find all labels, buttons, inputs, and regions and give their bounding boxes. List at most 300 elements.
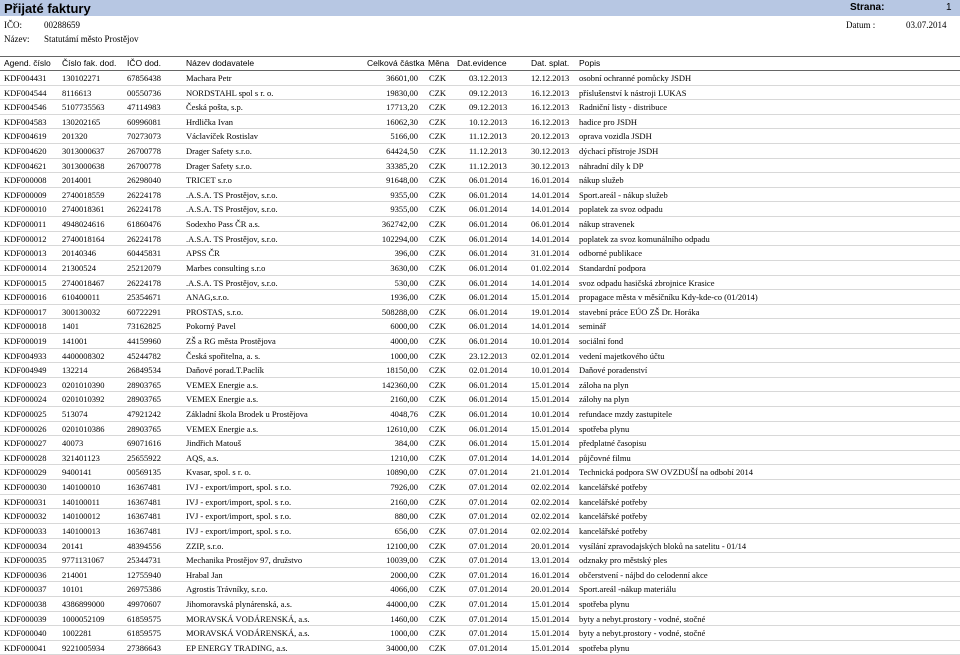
supplier-name: ZZIP, s.r.o. [186,540,224,551]
supplier-ico: 27386643 [127,642,161,653]
description: Standardní podpora [579,262,646,273]
nazev-value: Statutámí město Prostějov [44,34,139,44]
supplier-ico: 61860476 [127,219,161,230]
currency: CZK [429,365,446,376]
date-due: 02.02.2014 [531,482,570,493]
supplier-name: Hrabal Jan [186,569,223,580]
total-amount: 3630,00 [390,262,418,273]
supplier-ico: 28903765 [127,394,161,405]
date-recorded: 07.01.2014 [469,569,508,580]
agenda-number: KDF004933 [4,350,47,361]
description: předplatné časopisu [579,438,647,449]
invoice-number: 0201010392 [62,394,105,405]
table-row [0,305,960,320]
description: občerstvení - nájbd do celodenní akce [579,569,708,580]
invoice-number: 201320 [62,131,88,142]
date-recorded: 09.12.2013 [469,87,508,98]
invoice-number: 5107735563 [62,102,105,113]
invoice-number: 0201010390 [62,379,105,390]
table-row [0,539,960,554]
table-row [0,129,960,144]
date-recorded: 10.12.2013 [469,116,508,127]
currency: CZK [429,540,446,551]
table-row [0,378,960,393]
total-amount: 384,00 [394,438,418,449]
supplier-ico: 47921242 [127,409,161,420]
column-header: Číslo fak. dod. [62,58,117,68]
date-due: 14.01.2014 [531,189,570,200]
supplier-name: APSS ČR [186,248,220,259]
description: vysílání zpravodajských bloků na satelitu - 01/14 [579,540,747,551]
agenda-number: KDF000026 [4,423,47,434]
currency: CZK [429,452,446,463]
currency: CZK [429,262,446,273]
supplier-name: Drager Safety s.r.o. [186,160,252,171]
agenda-number: KDF000008 [4,175,47,186]
currency: CZK [429,233,446,244]
table-row [0,597,960,612]
title-bar [0,0,960,16]
date-due: 15.01.2014 [531,394,570,405]
total-amount: 9355,00 [390,189,418,200]
currency: CZK [429,321,446,332]
currency: CZK [429,598,446,609]
total-amount: 33385,20 [386,160,418,171]
invoice-number: 2740018361 [62,204,105,215]
agenda-number: KDF004583 [4,116,47,127]
date-due: 02.02.2014 [531,511,570,522]
agenda-number: KDF000016 [4,292,47,303]
description: půjčovné filmu [579,452,631,463]
column-header: Dat.evidence [457,58,507,68]
description: kancelářské potřeby [579,525,648,536]
supplier-name: TRICET s.r.o [186,175,232,186]
date-due: 16.12.2013 [531,102,570,113]
agenda-number: KDF000038 [4,598,47,609]
invoice-number: 141001 [62,335,88,346]
total-amount: 64424,50 [386,146,418,157]
date-recorded: 06.01.2014 [469,335,508,346]
date-due: 16.12.2013 [531,87,570,98]
currency: CZK [429,642,446,653]
invoice-number: 40073 [62,438,84,449]
table-row [0,407,960,422]
currency: CZK [429,189,446,200]
date-due: 30.12.2013 [531,146,570,157]
date-recorded: 06.01.2014 [469,423,508,434]
table-row [0,188,960,203]
description: sociální fond [579,335,624,346]
invoice-number: 9400141 [62,467,92,478]
page-label: Strana: [850,2,885,13]
currency: CZK [429,335,446,346]
date-due: 15.01.2014 [531,613,570,624]
supplier-ico: 25344731 [127,555,161,566]
date-recorded: 09.12.2013 [469,102,508,113]
total-amount: 19830,00 [386,87,418,98]
date-recorded: 07.01.2014 [469,584,508,595]
total-amount: 1000,00 [390,350,418,361]
date-recorded: 07.01.2014 [469,598,508,609]
total-amount: 2160,00 [390,496,418,507]
total-amount: 5166,00 [390,131,418,142]
supplier-ico: 60722291 [127,306,161,317]
description: zálohy na plyn [579,394,630,405]
table-row [0,173,960,188]
invoice-number: 130202165 [62,116,101,127]
description: poplatek za svoz odpadu [579,204,663,215]
currency: CZK [429,438,446,449]
table-row [0,144,960,159]
currency: CZK [429,584,446,595]
agenda-number: KDF000024 [4,394,47,405]
page-number: 1 [946,2,952,13]
date-due: 02.02.2014 [531,496,570,507]
currency: CZK [429,511,446,522]
table-row [0,217,960,232]
description: seminář [579,321,606,332]
currency: CZK [429,467,446,478]
currency: CZK [429,248,446,259]
date-due: 19.01.2014 [531,306,570,317]
agenda-number: KDF000018 [4,321,47,332]
supplier-name: Základní škola Brodek u Prostějova [186,409,308,420]
supplier-ico: 00550736 [127,87,161,98]
table-row [0,246,960,261]
total-amount: 36601,00 [386,73,418,83]
date-recorded: 06.01.2014 [469,409,508,420]
supplier-ico: 49970607 [127,598,161,609]
invoice-number: 3013000638 [62,160,105,171]
currency: CZK [429,175,446,186]
date-recorded: 07.01.2014 [469,613,508,624]
date-recorded: 06.01.2014 [469,219,508,230]
date-due: 13.01.2014 [531,555,570,566]
currency: CZK [429,116,446,127]
date-recorded: 06.01.2014 [469,248,508,259]
currency: CZK [429,613,446,624]
supplier-name: IVJ - export/import, spol. s r.o. [186,496,292,507]
supplier-ico: 45244782 [127,350,161,361]
invoice-number: 2014001 [62,175,92,186]
agenda-number: KDF000013 [4,248,47,259]
invoice-number: 140100013 [62,525,101,536]
table-row [0,334,960,349]
invoice-number: 513074 [62,409,88,420]
agenda-number: KDF004431 [4,73,47,83]
date-due: 21.01.2014 [531,467,570,478]
table-row [0,495,960,510]
description: spotřeba plynu [579,598,630,609]
invoice-number: 2740018164 [62,233,105,244]
date-recorded: 06.01.2014 [469,292,508,303]
currency: CZK [429,350,446,361]
agenda-number: KDF004621 [4,160,47,171]
table-row [0,612,960,627]
supplier-name: IVJ - export/import, spol. s r.o. [186,482,292,493]
date-recorded: 11.12.2013 [469,160,507,171]
agenda-number: KDF000023 [4,379,47,390]
date-due: 15.01.2014 [531,423,570,434]
table-row [0,115,960,130]
table-row [0,524,960,539]
table-row [0,349,960,364]
supplier-ico: 47114983 [127,102,161,113]
invoice-number: 130102271 [62,73,101,83]
agenda-number: KDF000041 [4,642,47,653]
currency: CZK [429,525,446,536]
total-amount: 142360,00 [381,379,418,390]
supplier-ico: 48394556 [127,540,161,551]
agenda-number: KDF000019 [4,335,47,346]
date-recorded: 06.01.2014 [469,438,508,449]
invoice-number: 1002281 [62,628,92,639]
agenda-number: KDF000012 [4,233,47,244]
description: Technická podpora SW OVZDUŠÍ na odbobí 2014 [579,467,753,478]
agenda-number: KDF004619 [4,131,47,142]
total-amount: 2000,00 [390,569,418,580]
supplier-name: PROSTAS, s.r.o. [186,306,244,317]
total-amount: 1460,00 [390,613,418,624]
agenda-number: KDF000010 [4,204,47,215]
invoice-number: 4400008302 [62,350,105,361]
supplier-name: NORDSTAHL spol s r. o. [186,87,274,98]
date-recorded: 03.12.2013 [469,73,508,83]
currency: CZK [429,146,446,157]
total-amount: 12100,00 [386,540,418,551]
invoice-number: 610400011 [62,292,100,303]
invoice-number: 3013000637 [62,146,105,157]
column-header-row [0,56,960,71]
supplier-name: Jindřich Matouš [186,438,242,449]
agenda-number: KDF000032 [4,511,47,522]
table-row [0,480,960,495]
supplier-name: Kvasar, spol. s r. o. [186,467,251,478]
invoice-number: 1000052109 [62,613,105,624]
date-due: 20.01.2014 [531,584,570,595]
date-due: 14.01.2014 [531,321,570,332]
invoice-number: 4386899000 [62,598,105,609]
agenda-number: KDF000033 [4,525,47,536]
description: propagace města v měsíčníku Kdy-kde-co (01/2014) [579,292,758,303]
agenda-number: KDF000011 [4,219,47,230]
supplier-name: Pokorný Pavel [186,321,236,332]
invoice-number: 8116613 [62,87,92,98]
supplier-ico: 16367481 [127,482,161,493]
supplier-ico: 12755940 [127,569,161,580]
date-recorded: 07.01.2014 [469,496,508,507]
total-amount: 91648,00 [386,175,418,186]
date-due: 02.01.2014 [531,350,570,361]
total-amount: 1936,00 [390,292,418,303]
total-amount: 12610,00 [386,423,418,434]
currency: CZK [429,131,446,142]
currency: CZK [429,87,446,98]
table-row [0,422,960,437]
table-row [0,71,960,86]
datum-value: 03.07.2014 [906,20,947,30]
description: nákup služeb [579,175,624,186]
supplier-name: VEMEX Energie a.s. [186,423,259,434]
date-due: 20.01.2014 [531,540,570,551]
description: byty a nebyt.prostory - vodné, stočné [579,613,706,624]
description: oprava vozidla JSDH [579,131,652,142]
description: spotřeba plynu [579,642,630,653]
currency: CZK [429,219,446,230]
column-header: Agend. číslo [4,58,51,68]
date-recorded: 07.01.2014 [469,555,508,566]
column-header: IČO dod. [127,58,162,68]
invoice-number: 140100011 [62,496,100,507]
total-amount: 880,00 [394,511,418,522]
agenda-number: KDF000040 [4,628,47,639]
date-due: 01.02.2014 [531,262,570,273]
description: stavební práce EÚO ZŠ Dr. Horáka [579,306,700,317]
invoice-number: 132214 [62,365,88,376]
supplier-ico: 67856438 [127,73,161,83]
supplier-name: .A.S.A. TS Prostějov, s.r.o. [186,277,278,288]
invoice-number: 321401123 [62,452,100,463]
supplier-ico: 26224178 [127,277,161,288]
supplier-name: Machara Petr [186,73,232,83]
date-recorded: 07.01.2014 [469,511,508,522]
date-due: 02.02.2014 [531,525,570,536]
description: byty a nebyt.prostory - vodné, stočné [579,628,706,639]
supplier-name: IVJ - export/import, spol. s r.o. [186,525,292,536]
date-recorded: 06.01.2014 [469,175,508,186]
supplier-name: Václavíček Rostislav [186,131,258,142]
description: hadice pro JSDH [579,116,638,127]
total-amount: 17713,20 [386,102,418,113]
date-due: 16.01.2014 [531,569,570,580]
supplier-name: Sodexho Pass ČR a.s. [186,219,260,230]
date-due: 14.01.2014 [531,277,570,288]
date-recorded: 07.01.2014 [469,452,508,463]
supplier-ico: 25212079 [127,262,161,273]
agenda-number: KDF000009 [4,189,47,200]
date-recorded: 07.01.2014 [469,525,508,536]
invoice-number: 2740018467 [62,277,105,288]
table-row [0,641,960,655]
currency: CZK [429,496,446,507]
column-header: Celková částka [367,58,425,68]
date-recorded: 11.12.2013 [469,146,507,157]
supplier-ico: 26975386 [127,584,161,595]
total-amount: 2160,00 [390,394,418,405]
total-amount: 530,00 [394,277,418,288]
currency: CZK [429,394,446,405]
agenda-number: KDF004949 [4,365,47,376]
supplier-name: Daňové porad.T.Paclík [186,365,264,376]
description: záloha na plyn [579,379,629,390]
table-row [0,568,960,583]
date-due: 15.01.2014 [531,628,570,639]
supplier-name: Jihomoravská plynárenská, a.s. [186,598,292,609]
column-header: Popis [579,58,601,68]
date-due: 15.01.2014 [531,379,570,390]
supplier-name: .A.S.A. TS Prostějov, s.r.o. [186,189,278,200]
agenda-number: KDF000015 [4,277,47,288]
currency: CZK [429,409,446,420]
date-recorded: 06.01.2014 [469,204,508,215]
invoice-number: 300130032 [62,306,101,317]
description: refundace mzdy zastupitele [579,409,672,420]
invoice-number: 1401 [62,321,79,332]
agenda-number: KDF004620 [4,146,47,157]
description: Daňové poradenství [579,365,648,376]
supplier-name: MORAVSKÁ VODÁRENSKÁ, a.s. [186,613,310,624]
supplier-ico: 26700778 [127,146,161,157]
invoice-number: 21300524 [62,262,96,273]
agenda-number: KDF000035 [4,555,47,566]
date-due: 14.01.2014 [531,204,570,215]
supplier-ico: 16367481 [127,525,161,536]
date-due: 06.01.2014 [531,219,570,230]
date-due: 16.12.2013 [531,116,570,127]
supplier-name: Česká spořitelna, a. s. [186,350,261,361]
report-title: Přijaté faktury [4,1,91,16]
supplier-ico: 61859575 [127,613,161,624]
date-recorded: 07.01.2014 [469,482,508,493]
table-row [0,202,960,217]
invoice-number: 214001 [62,569,88,580]
date-recorded: 06.01.2014 [469,262,508,273]
description: kancelářské potřeby [579,496,648,507]
invoice-table [0,71,960,655]
invoice-number: 140100012 [62,511,101,522]
supplier-ico: 44159960 [127,335,161,346]
description: náhradní díly k DP [579,160,644,171]
invoice-number: 140100010 [62,482,101,493]
description: osobní ochranné pomůcky JSDH [579,73,692,83]
table-row [0,100,960,115]
column-header: Název dodavatele [186,58,255,68]
supplier-name: EP ENERGY TRADING, a.s. [186,642,288,653]
agenda-number: KDF000036 [4,569,47,580]
ico-label: IČO: [4,20,22,30]
invoice-number: 0201010386 [62,423,105,434]
date-recorded: 06.01.2014 [469,189,508,200]
description: kancelářské potřeby [579,511,648,522]
date-recorded: 06.01.2014 [469,306,508,317]
supplier-ico: 26700778 [127,160,161,171]
table-row [0,582,960,597]
agenda-number: KDF004546 [4,102,47,113]
date-recorded: 11.12.2013 [469,131,507,142]
nazev-label: Název: [4,34,30,44]
supplier-ico: 26224178 [127,204,161,215]
table-row [0,276,960,291]
table-row [0,86,960,101]
date-due: 10.01.2014 [531,409,570,420]
currency: CZK [429,204,446,215]
total-amount: 4048,76 [390,409,418,420]
supplier-ico: 16367481 [127,511,161,522]
date-recorded: 23.12.2013 [469,350,508,361]
description: dýchací přístroje JSDH [579,146,659,157]
supplier-ico: 69071616 [127,438,161,449]
date-due: 15.01.2014 [531,438,570,449]
date-recorded: 06.01.2014 [469,394,508,405]
total-amount: 9355,00 [390,204,418,215]
supplier-ico: 28903765 [127,379,161,390]
currency: CZK [429,482,446,493]
description: odznaky pro městský ples [579,555,668,566]
date-recorded: 07.01.2014 [469,540,508,551]
table-row [0,436,960,451]
agenda-number: KDF000034 [4,540,47,551]
invoice-number: 9771131067 [62,555,105,566]
